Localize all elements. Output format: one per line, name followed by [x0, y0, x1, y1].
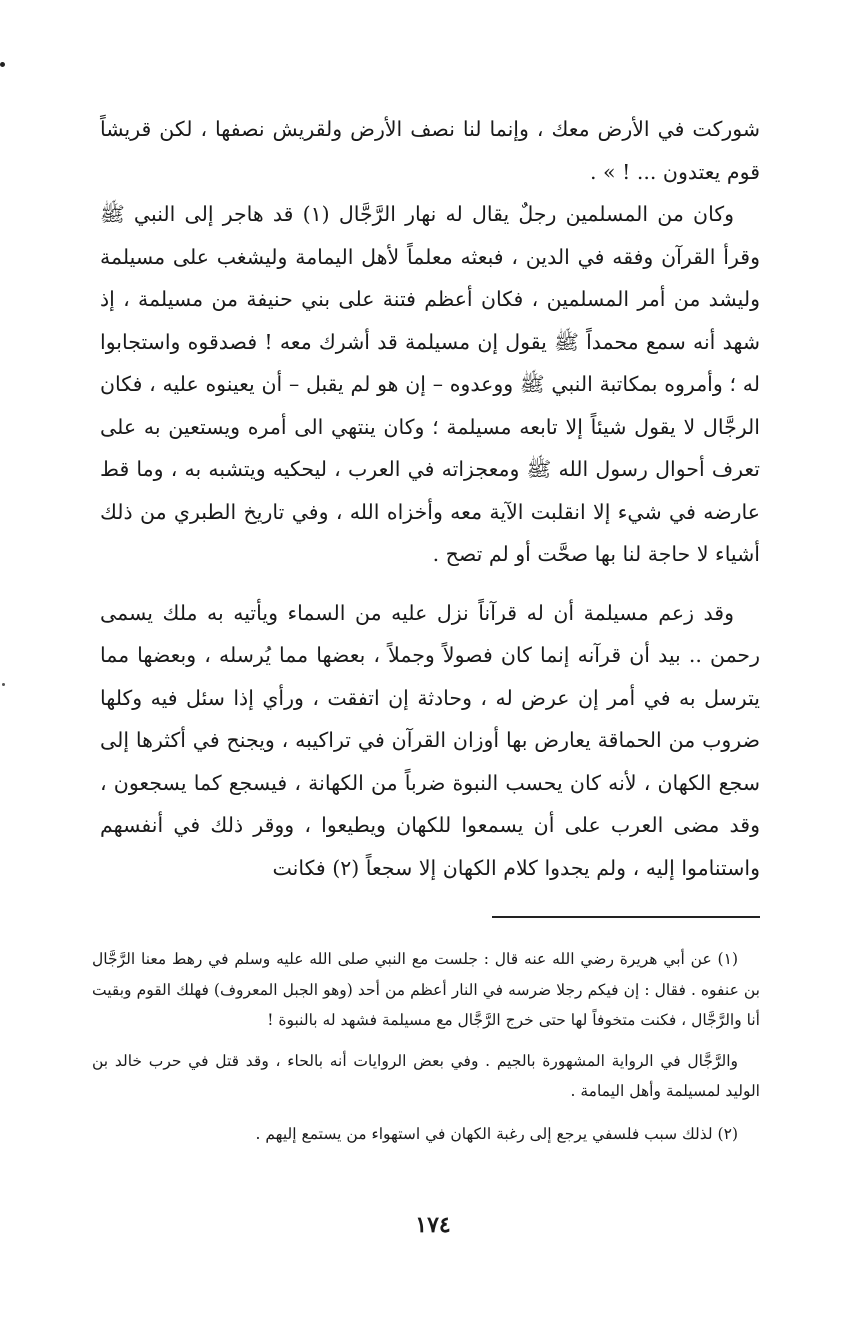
footnote-1-continuation: والرَّجَّال في الرواية المشهورة بالجيم . وفي بعض الروايات أنه بالحاء ، وقد قتل في حرب خالد بن الوليد لمسيلمة وأهل اليمامة . — [92, 1051, 760, 1100]
footnotes — [92, 944, 760, 1149]
paragraph-1: شوركت في الأرض معك ، وإنما لنا نصف الأرض ولقريش نصفها ، لكن قريشاً قوم يعتدون ... ! » . — [100, 117, 760, 184]
page-number: ١٧٤ — [415, 1212, 451, 1238]
scan-edge-mark — [0, 62, 5, 67]
footnote-1: (١) عن أبي هريرة رضي الله عنه قال : جلست مع النبي صلى الله عليه وسلم في رهط معنا الرَّجَّال بن عنفوه . فقال : إن فيكم رجلا ضرسه في النار أعظم من أحد (وهو الجبل المعروف) فهلك القوم وبقيت أنا والرَّجَّال ، فكنت متخوفاً لها حتى خرج الرَّجَّال مع مسيلمة فشهد له بالنبوة ! — [92, 950, 760, 1029]
main-text-block — [100, 108, 760, 889]
paragraph-2: وكان من المسلمين رجلٌ يقال له نهار الرَّجَّال (١) قد هاجر إلى النبي ﷺ وقرأ القرآن وفقه في الدين ، فبعثه معلماً لأهل اليمامة وليشغب على مسيلمة وليشد من أمر المسلمين ، فكان أعظم فتنة على بني حنيفة من مسيلمة ، إذ شهد أنه سمع محمداً ﷺ يقول إن مسيلمة قد أشرك معه ! فصدقوه واستجابوا له ؛ وأمروه بمكاتبة النبي ﷺ ووعدوه – إن هو لم يقبل – أن يعينوه عليه ، فكان الرجَّال لا يقول شيئاً إلا تابعه مسيلمة ؛ وكان ينتهي الى أمره ويستعين به على تعرف أحوال رسول الله ﷺ ومعجزاته في العرب ، ليحكيه ويتشبه به ، وما قط عارضه في شيء إلا انقلبت الآية معه وأخزاه الله ، وفي تاريخ الطبري من ذلك أشياء لا حاجة لنا بها صحَّت أو لم تصح . — [100, 202, 760, 566]
paragraph-3: وقد زعم مسيلمة أن له قرآناً نزل عليه من السماء ويأتيه به ملك يسمى رحمن .. بيد أن قرآنه إنما كان فصولاً وجملاً ، بعضها مما يُرسله ، وبعضها مما يترسل به في أمر إن عرض له ، وحادثة إن اتفقت ، ورأي إذا سئل فيه وكلها ضروب من الحماقة يعارض بها أوزان القرآن في تراكيبه ، ويجنح في أكثرها إلى سجع الكهان ، لأنه كان يحسب النبوة ضرباً من الكهانة ، فيسجع كما يسجعون ، وقد مضى العرب على أن يسمعوا للكهان ويطيعوا ، ووقر ذلك في أنفسهم واستناموا إليه ، ولم يجدوا كلام الكهان إلا سجعاً (٢) فكانت — [100, 600, 760, 880]
scan-edge-mark — [2, 683, 5, 686]
footnote-2: (٢) لذلك سبب فلسفي يرجع إلى رغبة الكهان في استهواء من يستمع إليهم . — [255, 1124, 738, 1143]
footnote-separator — [492, 916, 760, 918]
